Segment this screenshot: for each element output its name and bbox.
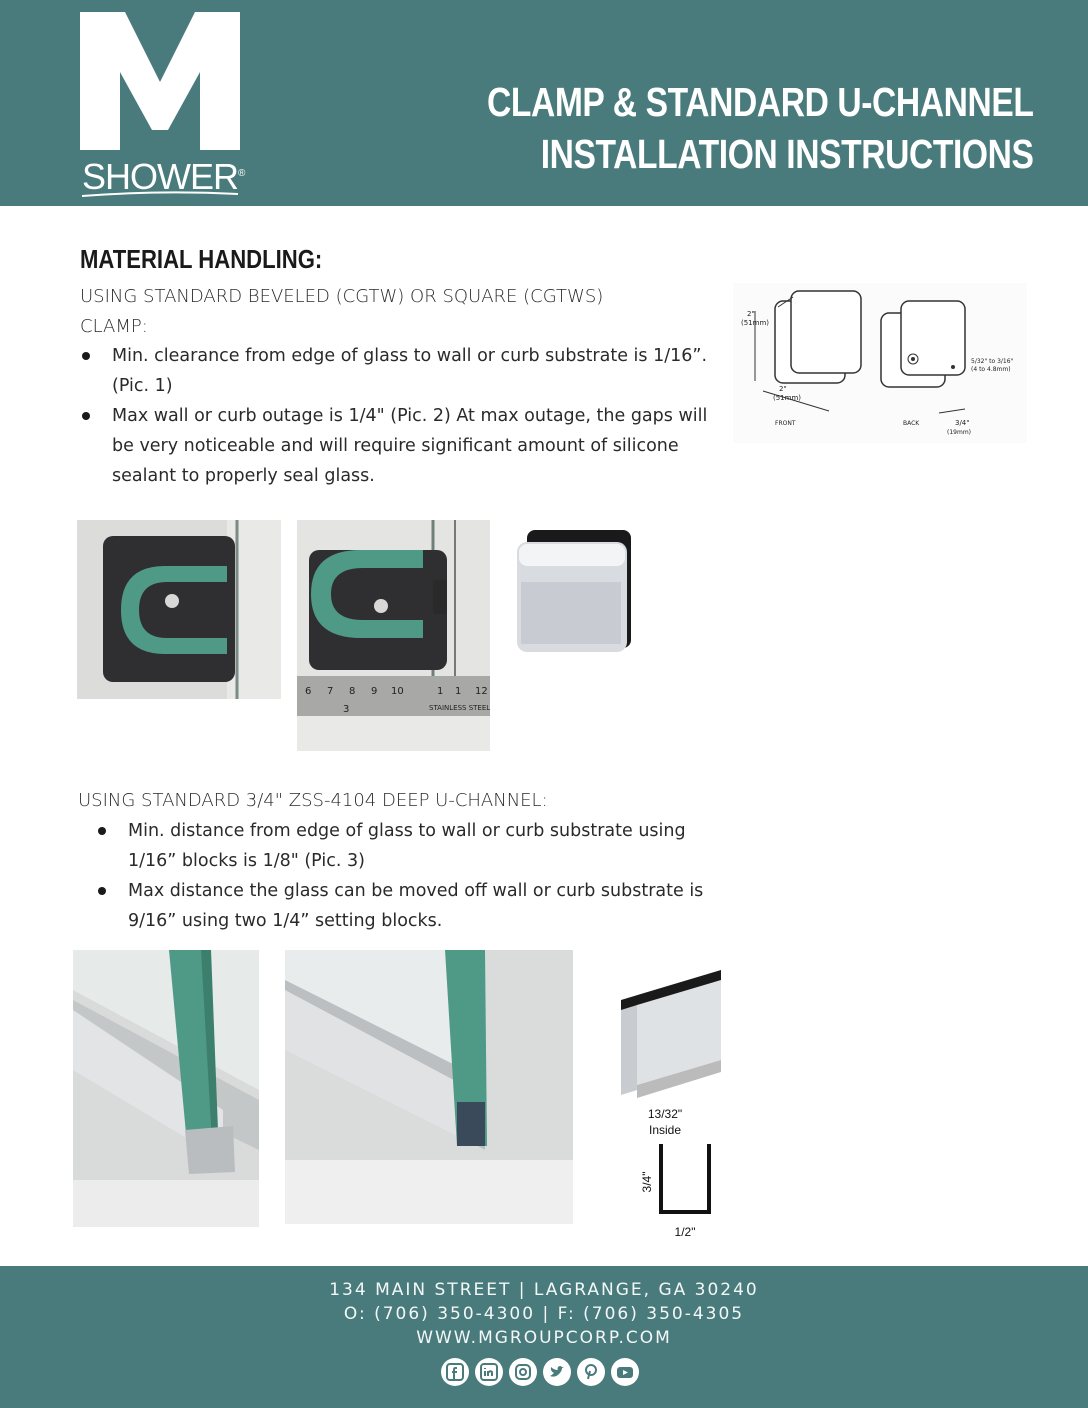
ruler-number: 10 — [391, 686, 404, 697]
bullet-line: (Pic. 1) — [112, 376, 173, 396]
inside-word: Inside — [648, 1123, 682, 1137]
bullet-line: Min. distance from edge of glass to wall or curb substrate using — [128, 821, 686, 841]
header-banner — [0, 0, 1088, 206]
bullet-line: sealant to properly seal glass. — [112, 466, 375, 486]
depth-dim-label: 3/4" — [955, 419, 970, 427]
width-label: 1/2" — [674, 1225, 696, 1239]
clamp-intro — [80, 282, 603, 342]
footer-phones: O: (706) 350-4300 | F: (706) 350-4305 — [343, 1304, 745, 1324]
social-icons — [441, 1358, 639, 1386]
width-dim-mm: (51mm) — [773, 394, 802, 402]
bullet-line: 9/16” using two 1/4” setting blocks. — [128, 911, 443, 931]
list-item — [78, 341, 718, 401]
channel-photo-max-distance — [285, 950, 573, 1224]
u-channel-product-diagram — [591, 960, 721, 1240]
gap-dim-mm: (4 to 4.8mm) — [971, 366, 1011, 373]
bullet-line: Max wall or curb outage is 1/4" (Pic. 2) At max outage, the gaps will — [112, 406, 708, 426]
footer-banner — [0, 1266, 1088, 1408]
clamp-bullet-list — [78, 341, 718, 491]
ruler-number: 12 — [475, 686, 488, 697]
front-label: FRONT — [775, 420, 796, 427]
gap-dim-label: 5/32" to 3/16" — [971, 358, 1014, 365]
inside-width-label: 13/32" — [647, 1107, 683, 1121]
ruler-number: 9 — [371, 686, 378, 697]
ruler-brand: STAINLESS STEEL — [429, 704, 490, 712]
ruler-number: 1 — [437, 686, 444, 697]
depth-dim-mm: (19mm) — [947, 429, 972, 436]
bullet-line: 1/16” blocks is 1/8" (Pic. 3) — [128, 851, 365, 871]
linkedin-icon[interactable] — [475, 1358, 503, 1386]
footer-address: 134 MAIN STREET | LAGRANGE, GA 30240 — [329, 1280, 759, 1300]
clamp-intro-line-2: CLAMP: — [80, 316, 148, 337]
ruler-number: 7 — [327, 686, 334, 697]
clamp-intro-line-1: USING STANDARD BEVELED (CGTW) OR SQUARE (CGTWS) — [80, 286, 604, 307]
list-item — [78, 401, 718, 491]
width-dim-label: 2" — [779, 385, 787, 393]
registered-mark: ® — [238, 168, 245, 179]
wordmark-text: SHOWER — [82, 156, 238, 197]
title-line-2: INSTALLATION INSTRUCTIONS — [541, 131, 1034, 177]
height-dim-mm: (51mm) — [741, 319, 770, 327]
twitter-icon[interactable] — [543, 1358, 571, 1386]
footer-website[interactable]: WWW.MGROUPCORP.COM — [416, 1328, 672, 1348]
swoosh-line — [80, 190, 240, 200]
clamp-dimension-diagram — [733, 283, 1027, 443]
bullet-line: Min. clearance from edge of glass to wall or curb substrate is 1/16”. — [112, 346, 708, 366]
m-shower-logo — [80, 12, 245, 197]
youtube-icon[interactable] — [611, 1358, 639, 1386]
height-label: 3/4" — [640, 1171, 654, 1193]
channel-bullet-list — [94, 816, 734, 936]
section-heading: MATERIAL HANDLING: — [80, 244, 323, 274]
ruler-number: 1 — [455, 686, 462, 697]
instagram-icon[interactable] — [509, 1358, 537, 1386]
pinterest-icon[interactable] — [577, 1358, 605, 1386]
height-dim-label: 2" — [747, 310, 755, 318]
bullet-line: be very noticeable and will require significant amount of silicone — [112, 436, 679, 456]
list-item — [94, 876, 734, 936]
back-label: BACK — [903, 420, 920, 427]
clamp-photo-max-outage — [297, 520, 490, 751]
facebook-icon[interactable] — [441, 1358, 469, 1386]
list-item — [94, 816, 734, 876]
page-title — [487, 76, 1034, 180]
clamp-photo-min-clearance — [77, 520, 281, 699]
bullet-line: Max distance the glass can be moved off wall or curb substrate is — [128, 881, 704, 901]
channel-photo-min-distance — [73, 950, 259, 1227]
channel-intro: USING STANDARD 3/4" ZSS-4104 DEEP U-CHANNEL: — [78, 790, 548, 811]
ruler-number: 6 — [305, 686, 312, 697]
ruler-unit: 3 — [343, 704, 350, 715]
title-line-1: CLAMP & STANDARD U-CHANNEL — [487, 79, 1034, 125]
clamp-product-photo — [505, 522, 640, 668]
m-letter-mark — [80, 12, 240, 150]
ruler-number: 8 — [349, 686, 356, 697]
